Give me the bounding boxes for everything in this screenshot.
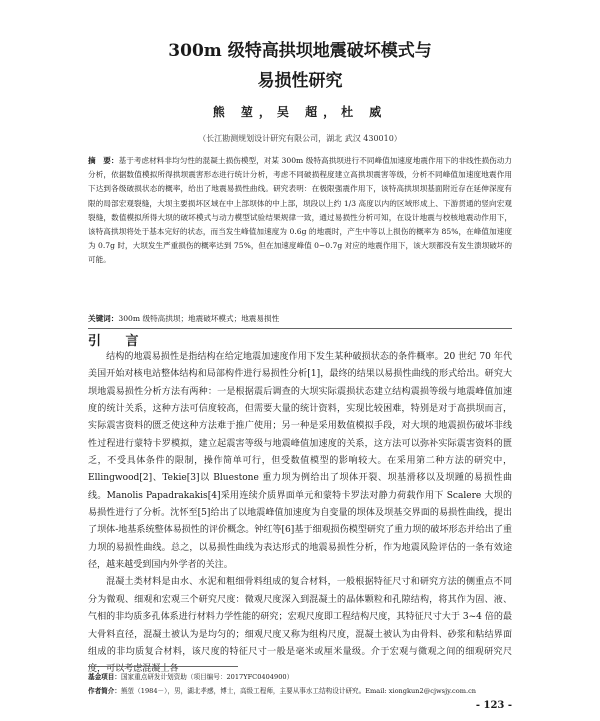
paper-title <box>0 36 600 96</box>
page-number: - 123 - <box>475 700 512 711</box>
title-line-1: 300m 级特高拱坝地震破坏模式与 <box>168 41 432 61</box>
abstract-text: 基于考虑材料非均匀性的混凝土损伤模型，对某 300m 级特高拱坝进行不同峰值加速度地震作用下的非线性损伤动力分析，依据数值模拟所得拱坝震害形态进行统计分析，考虑不同破损程度建立高拱坝震害等级，分析不同峰值加速度地震作用下达到各级破损状态的概率，给出了地震易损性曲线。研究表明：在极限强震作用下，该特高拱坝坝基面附近存在延伸深度有限的局部宏观裂缝，大坝主要损坏区域在中上部坝体的中上部，坝段以上约 1/3 高度以内的区域形成上、下游贯通的竖向宏观裂缝，数值模拟所得大坝的破坏模式与动力模型试验结果规律一致，通过易损性分析可知，在设计地震与校核地震动作用下，该特高拱坝将处于基本完好的状态，而当发生峰值加速度为 0.6g 的地震时，产生中等以上损伤的概率为 85%，在峰值加速度为 0.7g 时，大坝发生严重损伤的概率达到 75%，但在加速度峰值 0~0.7g 对应的地震作用下，该大坝都没有发生溃坝破坏的可能。 <box>88 156 512 265</box>
author-note <box>88 684 512 698</box>
body-paragraph: 结构的地震易损性是指结构在给定地震加速度作用下发生某种破损状态的条件概率。20 世纪 70 年代美国开始对核电站整体结构和局部构件进行易损性分析[1]，最终的结果以易损性曲线的形式给出。研究大坝地震易损性分析方法有两种：一是根据震后调查的大坝实际震损状态建立结构震损等级与地震峰值加速度的统计关系，这种方法可信度较高，但需要大量的统计资料，实现比较困难，特别是对于高拱坝而言，实际震害资料的匮乏使这种方法难于推广使用；另一种是采用数值模拟手段，对大坝的地震损伤破坏非线性过程进行蒙特卡罗模拟，建立起震害等级与地震峰值加速度的关系，这方法可以弥补实际震害资料的匮乏，不受具体条件的限制，操作简单可行，但受数值模型的影响较大。在采用第二种方法的研究中，Ellingwood[2]、Tekie[3]以 Bluestone 重力坝为例给出了坝体开裂、坝基滑移以及坝踵的易损性曲线。Manolis Papadrakakis[4]采用连续介质界面单元和蒙特卡罗法对静力荷载作用下 Scalere 大坝的易损性进行了分析。沈怀至[5]给出了以地震峰值加速度为自变量的坝体及坝基交界面的易损性曲线，提出了坝体-地基系统整体易损性的评价概念。钟红等[6]基于细观损伤模型研究了重力坝的破坏形态并给出了重力坝的易损性曲线。总之，以易损性曲线为表达形式的地震易损性分析，作为地震风险评估的一条有效途径，越来越受到国内外学者的关注。 <box>88 352 512 571</box>
body-paragraph: 混凝土类材料是由水、水泥和粗细骨料组成的复合材料，一般根据特征尺寸和研究方法的侧重点不同分为微观、细观和宏观三个研究尺度：微观尺度深入到混凝土的晶体颗粒和孔隙结构，将其作为固、液、气相的非均质多孔体系进行材料力学性能的研究；宏观尺度即工程结构尺度，其特征尺寸大于 3~4 倍的最大骨料直径，混凝土被认为是均匀的；细观尺度又称为组构尺度，混凝土被认为由骨料、砂浆和粘结界面组成的非均质复合材料，该尺度的特征尺寸一般是毫米或厘米量级。介于宏观与微观之间的细观研究尺度，可以考虑混凝土各 <box>88 577 512 675</box>
fund-text: 国家重点研发计划资助（项目编号：2017YFC0404900） <box>120 673 294 681</box>
author-note-text: 熊堃（1984－），男，湖北孝感，博士，高级工程师，主要从事水工结构设计研究。Email: xiongkun2@cjwsjy.com.cn <box>120 687 477 695</box>
keywords-label: 关键词： <box>88 314 119 323</box>
fund-note <box>88 670 512 684</box>
author-list: 熊 堃，吴 超，杜 威 <box>212 105 388 119</box>
body-text <box>88 349 512 679</box>
abstract-label: 摘 要： <box>88 156 119 165</box>
keywords-text: 300m 级特高拱坝；地震破坏模式；地震易损性 <box>118 314 280 323</box>
fund-label: 基金项目： <box>88 673 121 681</box>
affiliation: （长江勘测规划设计研究有限公司，湖北 武汉 430010） <box>198 134 402 143</box>
title-line-2: 易损性研究 <box>257 71 343 91</box>
footnote-divider <box>88 666 238 667</box>
author-note-label: 作者简介： <box>88 687 121 695</box>
section-heading-introduction: 引 言 <box>88 334 149 349</box>
section-top-divider <box>88 328 512 329</box>
abstract <box>88 154 512 268</box>
footnotes <box>88 670 512 698</box>
keywords <box>88 312 512 326</box>
